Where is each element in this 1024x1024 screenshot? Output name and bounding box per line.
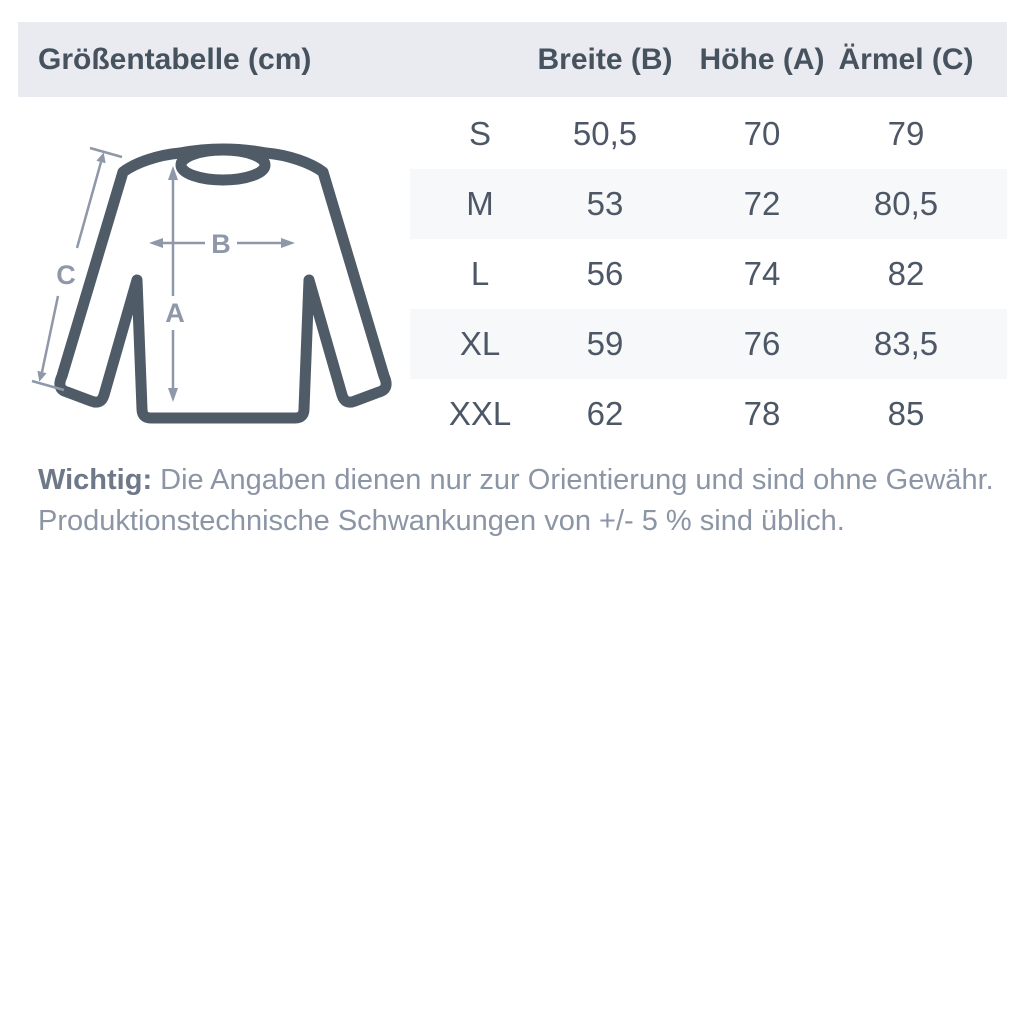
disclaimer-line-2: Produktionstechnische Schwankungen von +/- 5 % sind üblich. [38, 505, 845, 537]
breite-value: 59 [586, 325, 624, 362]
size-label: XXL [448, 395, 512, 432]
breite-value: 50,5 [572, 115, 638, 152]
hoehe-value: 72 [743, 185, 781, 222]
table-header [18, 22, 1007, 97]
size-label: L [470, 255, 490, 292]
size-label: M [466, 185, 494, 222]
disclaimer-note [38, 460, 998, 542]
hoehe-value: 76 [743, 325, 781, 362]
sweater-diagram [25, 128, 415, 440]
table-row [410, 379, 1007, 449]
label-height-a: A [165, 298, 185, 328]
column-header-hoehe: Höhe (A) [699, 42, 825, 76]
page-title: Größentabelle (cm) [38, 42, 312, 76]
label-sleeve-c: C [56, 260, 76, 290]
breite-value: 62 [586, 395, 624, 432]
aermel-value: 83,5 [873, 325, 939, 362]
column-header-aermel: Ärmel (C) [838, 42, 974, 76]
sweater-outline-icon [60, 149, 386, 418]
table-row [410, 309, 1007, 379]
hoehe-value: 78 [743, 395, 781, 432]
column-header-breite: Breite (B) [537, 42, 673, 76]
disclaimer-text-1: Die Angaben dienen nur zur Orientierung und sind ohne Gewähr. [160, 464, 994, 496]
aermel-value: 80,5 [873, 185, 939, 222]
label-width-b: B [211, 229, 231, 259]
aermel-value: 85 [887, 395, 925, 432]
hoehe-value: 70 [743, 115, 781, 152]
size-label: S [468, 115, 492, 152]
table-row [410, 169, 1007, 239]
aermel-value: 82 [887, 255, 925, 292]
disclaimer-label: Wichtig: [38, 464, 153, 496]
breite-value: 53 [586, 185, 624, 222]
table-row [410, 239, 1007, 309]
sweater-illustration [25, 128, 415, 440]
hoehe-value: 74 [743, 255, 781, 292]
breite-value: 56 [586, 255, 624, 292]
disclaimer-line-1 [38, 460, 998, 501]
aermel-value: 79 [887, 115, 925, 152]
size-label: XL [459, 325, 501, 362]
table-row [410, 99, 1007, 169]
